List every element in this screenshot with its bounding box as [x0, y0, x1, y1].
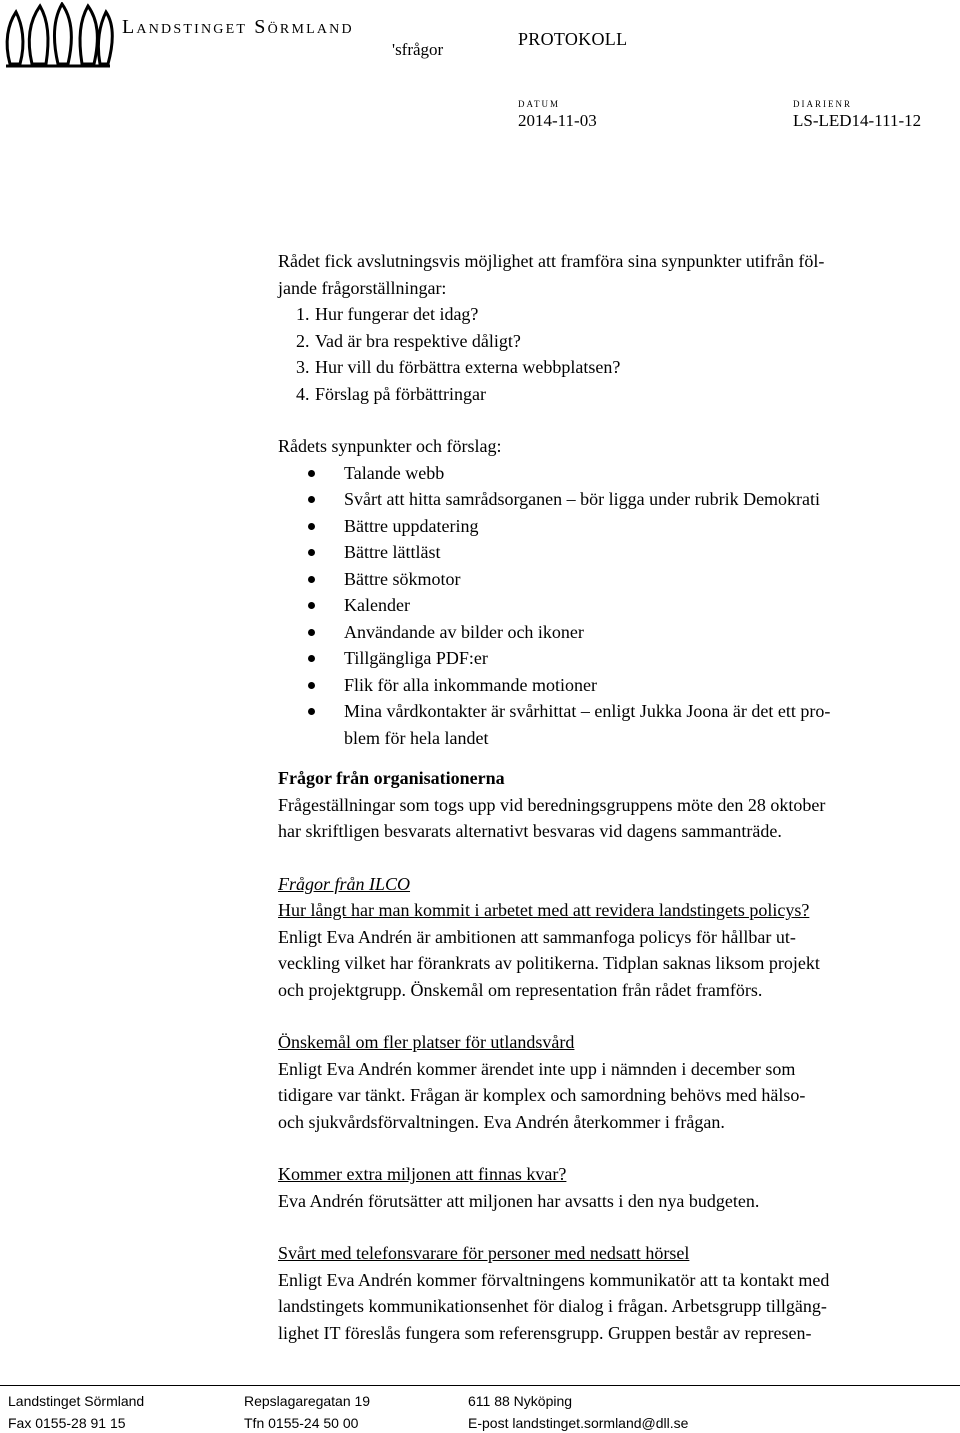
document-type: PROTOKOLL	[518, 29, 628, 49]
list-item: 4. Förslag på förbättringar	[296, 383, 486, 404]
list-item: Användande av bilder och ikoner	[278, 619, 950, 646]
list-item: Kalender	[278, 592, 950, 619]
list-item: Flik för alla inkommande motioner	[278, 672, 950, 699]
bullet-icon	[308, 496, 315, 503]
paragraph-line: lighet IT föreslås fungera som referensgrupp. Gruppen består av represen-	[278, 1322, 812, 1343]
list-item: Bättre uppdatering	[278, 513, 950, 540]
footer-postal: 611 88 Nyköping	[468, 1393, 573, 1409]
list-item: Svårt att hitta samrådsorganen – bör ligga under rubrik Demokrati	[278, 486, 950, 513]
footer-divider	[0, 1385, 960, 1386]
paragraph-line: tidigare var tänkt. Frågan är komplex och samordning behövs med hälso-	[278, 1085, 806, 1105]
question-heading: Hur långt har man kommit i arbetet med att revidera landstingets policys?	[278, 900, 810, 920]
date-label: DATUM	[518, 99, 561, 109]
footer-address: Repslagaregatan 19	[244, 1393, 371, 1409]
diarienr-label: DIARIENR	[793, 99, 852, 109]
question-heading: Svårt med telefonsvarare för personer med nedsatt hörsel	[278, 1243, 690, 1263]
question-heading: Önskemål om fler platser för utlandsvård	[278, 1032, 575, 1052]
paragraph-line: veckling vilket har förankrats av politikerna. Tidplan saknas liksom projekt	[278, 953, 820, 973]
bullet-icon	[308, 470, 315, 477]
section-heading: Frågor från organisationerna	[278, 768, 505, 788]
paragraph-line: Enligt Eva Andrén kommer förvaltningens kommunikatör att ta kontakt med	[278, 1269, 830, 1290]
list-item: Mina vårdkontakter är svårhittat – enligt Jukka Joona är det ett pro- blem för hela landet	[278, 698, 950, 751]
document-body	[278, 248, 950, 1346]
org-name: Landstinget Sörmland	[122, 16, 354, 38]
question-list	[278, 301, 950, 407]
paragraph-line: och sjukvårdsförvaltningen. Eva Andrén återkommer i frågan.	[278, 1111, 725, 1132]
question-heading: Kommer extra miljonen att finnas kvar?	[278, 1164, 567, 1184]
bullet-icon	[308, 682, 315, 689]
views-list	[278, 460, 950, 752]
bullet-icon	[308, 655, 315, 662]
paragraph-line: landstingets kommunikationsenhet för dialog i frågan. Arbetsgrupp tillgäng-	[278, 1296, 827, 1316]
list-item: 3. Hur vill du förbättra externa webbplatsen?	[296, 357, 621, 377]
bullet-icon	[308, 629, 315, 636]
list-item: 2. Vad är bra respektive dåligt?	[296, 330, 521, 351]
paragraph-line: Enligt Eva Andrén är ambitionen att sammanfoga policys för hållbar ut-	[278, 926, 796, 947]
paragraph-line: Frågeställningar som togs upp vid beredningsgruppens möte den 28 oktober	[278, 794, 826, 815]
footer-email: E-post landstinget.sormland@dll.se	[468, 1415, 689, 1431]
list-item: Tillgängliga PDF:er	[278, 645, 950, 672]
bullet-icon	[308, 602, 315, 609]
section-heading: Frågor från ILCO	[278, 873, 411, 894]
footer-org: Landstinget Sörmland	[8, 1393, 145, 1409]
document-subtitle: 'sfrågor	[392, 40, 444, 59]
bullet-icon	[308, 708, 315, 715]
list-item: 1. Hur fungerar det idag?	[296, 304, 479, 324]
intro-line: Rådet fick avslutningsvis möjlighet att framföra sina synpunkter utifrån föl-	[278, 251, 825, 271]
date-value: 2014-11-03	[518, 111, 597, 130]
bullet-icon	[308, 523, 315, 530]
bullet-icon	[308, 549, 315, 556]
footer-phone: Tfn 0155-24 50 00	[244, 1415, 359, 1431]
list-item: Bättre sökmotor	[278, 566, 950, 593]
intro-line: jande frågorställningar:	[278, 277, 447, 298]
paragraph-line: och projektgrupp. Önskemål om representation från rådet framförs.	[278, 979, 763, 1000]
bullet-icon	[308, 576, 315, 583]
footer-fax: Fax 0155-28 91 15	[8, 1415, 126, 1431]
list-item: Bättre lättläst	[278, 539, 950, 566]
landstinget-logo	[2, 2, 114, 70]
paragraph-line: Eva Andrén förutsätter att miljonen har avsatts i den nya budgeten.	[278, 1190, 760, 1211]
diarienr-value: LS-LED14-111-12	[793, 111, 922, 130]
paragraph-line: har skriftligen besvarats alternativt besvaras vid dagens sammanträde.	[278, 821, 782, 841]
list-item: Talande webb	[278, 460, 950, 487]
views-heading: Rådets synpunkter och förslag:	[278, 436, 502, 456]
paragraph-line: Enligt Eva Andrén kommer ärendet inte upp i nämnden i december som	[278, 1058, 796, 1079]
